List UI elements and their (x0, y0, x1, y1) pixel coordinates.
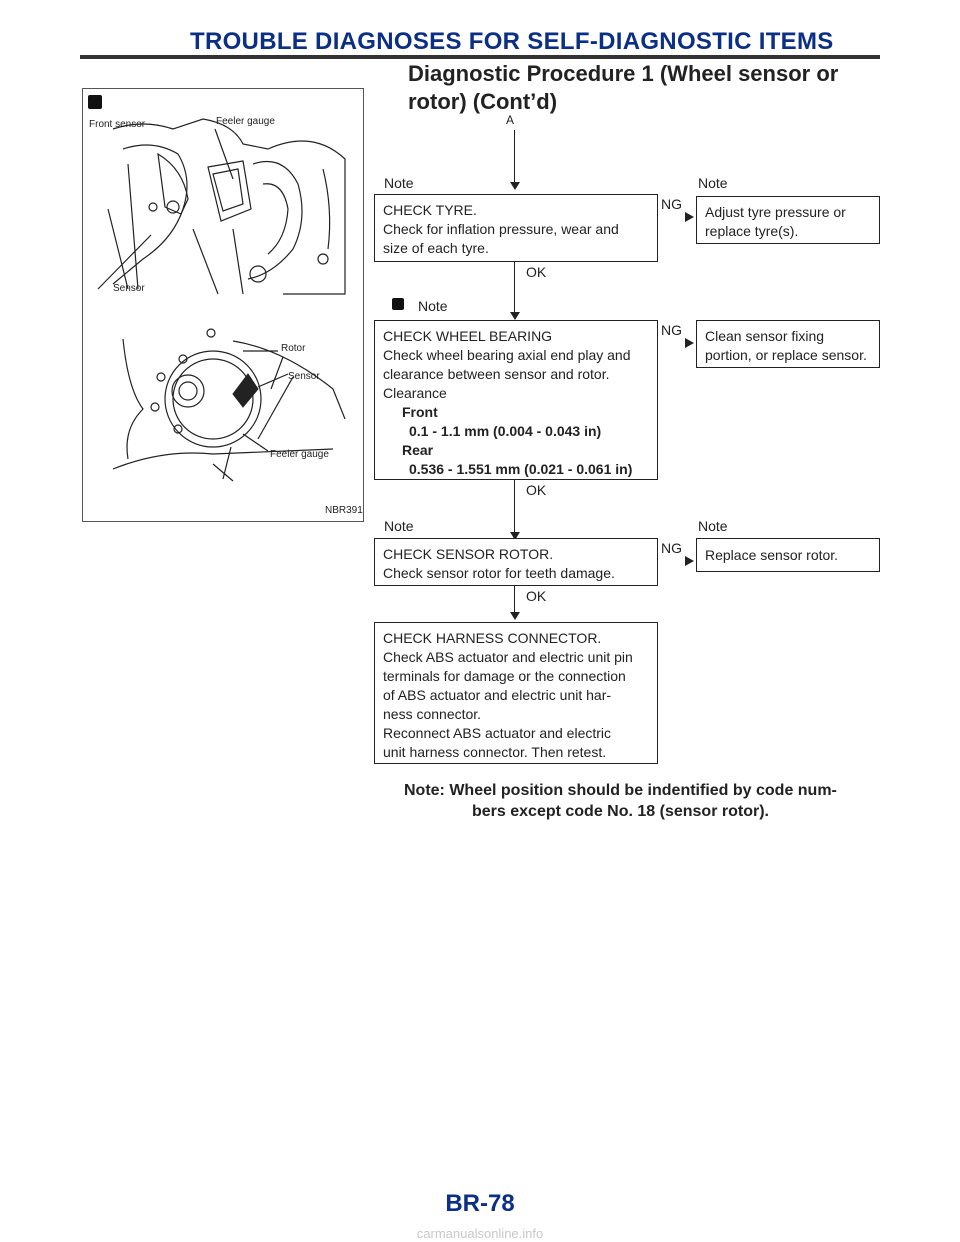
note-left: Note (384, 175, 414, 191)
illustration-figure (82, 88, 364, 522)
flow-line (514, 480, 515, 536)
step-line: clearance between sensor and rotor. (383, 366, 610, 382)
step-line: Check sensor rotor for teeth damage. (383, 565, 615, 581)
step-line: Check wheel bearing axial end play and (383, 347, 631, 363)
action-line: portion, or replace sensor. (705, 347, 867, 363)
action-line: Adjust tyre pressure or (705, 204, 846, 220)
note-right: Note (698, 175, 728, 191)
figure-badge-icon (88, 95, 102, 109)
flow-line (514, 586, 515, 614)
label-sensor-bottom: Sensor (288, 371, 320, 382)
step-line: CHECK SENSOR ROTOR. (383, 546, 554, 562)
step-line: unit harness connector. Then retest. (383, 744, 607, 760)
page-number: BR-78 (445, 1190, 515, 1217)
footnote (404, 780, 884, 822)
step-line: Reconnect ABS actuator and electric (383, 725, 612, 741)
action-line: replace tyre(s). (705, 223, 799, 239)
step-line: CHECK HARNESS CONNECTOR. (383, 630, 602, 646)
step-check-wheel-bearing (374, 320, 658, 480)
step-line: Check ABS actuator and electric unit pin (383, 649, 633, 665)
start-marker: A (506, 113, 515, 127)
front-label: Front (402, 404, 438, 420)
ng-label: NG (661, 540, 682, 556)
label-front-sensor: Front sensor (89, 119, 146, 130)
front-clearance-value: 0.1 - 1.1 mm (0.004 - 0.043 in) (409, 423, 602, 439)
arrow-down-icon (510, 312, 520, 320)
step-line: Clearance (383, 385, 447, 401)
step-line: size of each tyre. (383, 240, 489, 256)
flow-line (514, 130, 515, 182)
arrow-down-icon (510, 612, 520, 620)
ng-label: NG (661, 322, 682, 338)
step-line: CHECK TYRE. (383, 202, 477, 218)
label-feeler-gauge-bottom: Feeler gauge (270, 449, 329, 460)
ok-label: OK (526, 482, 547, 498)
section-title: TROUBLE DIAGNOSES FOR SELF-DIAGNOSTIC ITEMS (190, 28, 834, 55)
step-check-tyre (374, 194, 658, 262)
footnote-line: Note: Wheel position should be indentified by code num- (404, 782, 837, 799)
watermark: carmanualsonline.info (416, 1226, 544, 1241)
step-line: of ABS actuator and electric unit har- (383, 687, 612, 703)
action-adjust-tyre (696, 196, 880, 244)
arrow-right-icon (685, 556, 694, 566)
step-check-harness-connector (374, 622, 658, 764)
action-replace-rotor (696, 538, 880, 572)
rear-clearance-value: 0.536 - 1.551 mm (0.021 - 0.061 in) (409, 461, 633, 477)
action-line: Clean sensor fixing (705, 328, 825, 344)
procedure-title: Diagnostic Procedure 1 (Wheel sensor or rotor) (Cont’d) (408, 61, 839, 114)
note-left: Note (418, 298, 448, 314)
label-sensor-top: Sensor (113, 283, 145, 294)
arrow-down-icon (510, 182, 520, 190)
step-line: CHECK WHEEL BEARING (383, 328, 553, 344)
arrow-right-icon (685, 212, 694, 222)
note-left: Note (384, 518, 414, 534)
ng-label: NG (661, 196, 682, 212)
flow-line (514, 262, 515, 316)
figure-code: NBR391 (325, 505, 363, 516)
label-feeler-gauge-top: Feeler gauge (216, 116, 275, 127)
step-line: terminals for damage or the connection (383, 668, 626, 684)
step-check-sensor-rotor (374, 538, 658, 586)
rear-label: Rear (402, 442, 434, 458)
caution-badge-icon (392, 298, 404, 310)
action-line: Replace sensor rotor. (705, 547, 839, 563)
note-right: Note (698, 518, 728, 534)
header-rule (80, 55, 880, 59)
footnote-line: bers except code No. 18 (sensor rotor). (472, 803, 769, 820)
ok-label: OK (526, 264, 547, 280)
ok-label: OK (526, 588, 547, 604)
step-line: ness connector. (383, 706, 482, 722)
label-rotor: Rotor (281, 343, 306, 354)
action-clean-sensor (696, 320, 880, 368)
arrow-right-icon (685, 338, 694, 348)
step-line: Check for inflation pressure, wear and (383, 221, 619, 237)
